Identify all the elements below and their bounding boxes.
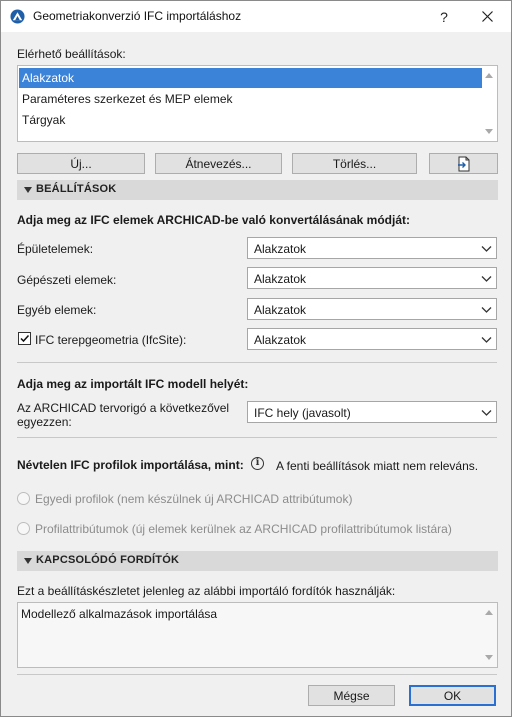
close-icon: [482, 11, 493, 22]
help-button[interactable]: [424, 1, 464, 32]
site-geometry-label[interactable]: IFC terepgeometria (IfcSite):: [35, 333, 187, 347]
location-heading: Adja meg az importált IFC modell helyét:: [17, 377, 249, 391]
list-item[interactable]: Tárgyak: [22, 113, 66, 127]
radio-profile-attributes-label[interactable]: Profilattribútumok (új elemek kerülnek az ARCHICAD profilattribútumok listára): [35, 522, 452, 536]
checkmark-icon: [19, 333, 30, 344]
export-button[interactable]: [429, 153, 498, 174]
chevron-down-icon: [481, 273, 492, 284]
rename-button[interactable]: Átnevezés...: [155, 153, 282, 174]
list-item[interactable]: Alakzatok: [19, 68, 482, 88]
other-elements-select[interactable]: Alakzatok: [247, 298, 497, 320]
location-select[interactable]: IFC hely (javasolt): [247, 401, 497, 423]
site-geometry-checkbox[interactable]: [18, 332, 31, 345]
collapse-triangle-icon: [24, 558, 32, 564]
chevron-down-icon: [481, 334, 492, 345]
divider: [17, 362, 497, 363]
help-icon: ?: [440, 8, 448, 25]
radio-profile-attributes[interactable]: [17, 522, 30, 535]
location-label-line-2: egyezzen:: [17, 415, 72, 429]
profiles-heading: Névtelen IFC profilok importálása, mint:: [17, 458, 244, 472]
chevron-down-icon: [481, 243, 492, 254]
other-elements-label: Egyéb elemek:: [17, 303, 97, 317]
archicad-app-icon: [10, 9, 25, 24]
building-elements-label: Épületelemek:: [17, 242, 94, 256]
delete-button[interactable]: Törlés...: [292, 153, 417, 174]
mep-elements-select[interactable]: Alakzatok: [247, 267, 497, 289]
scroll-up-icon[interactable]: [485, 610, 493, 615]
scroll-down-icon[interactable]: [485, 655, 493, 660]
info-icon: i: [251, 457, 264, 470]
translators-scrollbar[interactable]: [482, 604, 496, 666]
title-bar: [1, 1, 511, 32]
site-geometry-select[interactable]: Alakzatok: [247, 328, 497, 350]
radio-unique-profiles[interactable]: [17, 492, 30, 505]
scroll-up-icon[interactable]: [485, 73, 493, 78]
divider: [17, 674, 497, 675]
translators-list[interactable]: [17, 602, 498, 668]
chevron-down-icon: [481, 304, 492, 315]
translators-section-header[interactable]: KAPCSOLÓDÓ FORDÍTÓK: [17, 551, 498, 571]
list-item: Modellező alkalmazások importálása: [21, 607, 218, 621]
translators-description: Ezt a beállításkészletet jelenleg az alábbi importáló fordítók használják:: [17, 584, 396, 598]
presets-label: Elérhető beállítások:: [17, 47, 126, 61]
collapse-triangle-icon: [24, 187, 32, 193]
export-file-icon: [457, 156, 471, 172]
conversion-heading: Adja meg az IFC elemek ARCHICAD-be való konvertálásának módját:: [17, 213, 410, 227]
window-title: Geometriakonverzió IFC importáláshoz: [33, 9, 242, 23]
close-button[interactable]: [467, 1, 507, 32]
cancel-button[interactable]: Mégse: [308, 685, 395, 706]
mep-elements-label: Gépészeti elemek:: [17, 273, 117, 287]
settings-section-header[interactable]: BEÁLLÍTÁSOK: [17, 180, 498, 200]
list-scrollbar[interactable]: [482, 67, 496, 140]
divider: [17, 437, 497, 438]
chevron-down-icon: [481, 407, 492, 418]
profiles-note: A fenti beállítások miatt nem releváns.: [276, 459, 479, 473]
new-button[interactable]: Új...: [17, 153, 145, 174]
location-label-line-1: Az ARCHICAD tervorigó a következővel: [17, 401, 230, 415]
radio-unique-profiles-label[interactable]: Egyedi profilok (nem készülnek új ARCHICAD attribútumok): [35, 492, 353, 506]
scroll-down-icon[interactable]: [485, 129, 493, 134]
ok-button[interactable]: OK: [409, 685, 496, 706]
list-item[interactable]: Paraméteres szerkezet és MEP elemek: [22, 92, 233, 106]
building-elements-select[interactable]: Alakzatok: [247, 237, 497, 259]
presets-list[interactable]: [17, 65, 498, 142]
